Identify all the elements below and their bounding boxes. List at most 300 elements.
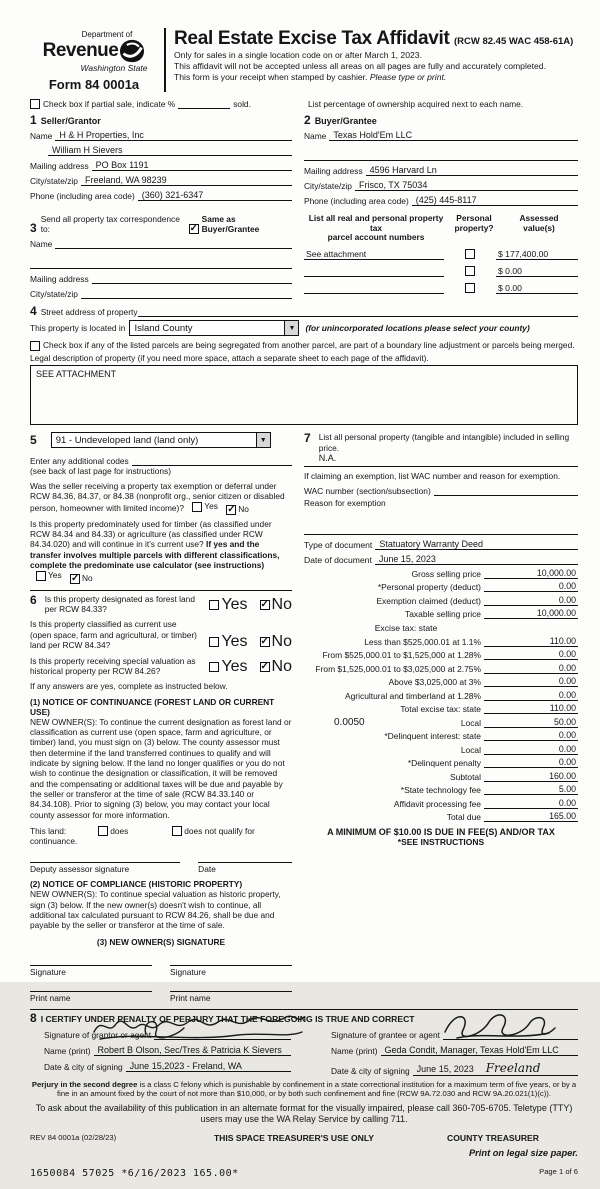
s6-q1-yes: Yes xyxy=(209,596,247,614)
tax-line xyxy=(304,757,578,768)
bottom-row xyxy=(30,1143,578,1189)
tax-line-label: Local xyxy=(460,717,481,728)
seller-mailing-value: PO Box 1191 xyxy=(95,160,149,170)
section-1-seller xyxy=(30,114,292,206)
s6-q3-yes: Yes xyxy=(209,658,247,676)
seller-name-value: H & H Properties, Inc xyxy=(59,130,144,140)
corr-name-field[interactable] xyxy=(55,238,292,249)
buyer-name-field[interactable] xyxy=(329,130,578,141)
seller-name2-field[interactable] xyxy=(48,145,292,156)
corr-mailing-label: Mailing address xyxy=(30,274,89,284)
grantor-date-field[interactable] xyxy=(126,1061,291,1072)
land-use-dropdown-button[interactable] xyxy=(256,433,270,447)
treasurer-use-label: THIS SPACE TREASURER'S USE ONLY xyxy=(213,1133,375,1144)
tax-line-field[interactable] xyxy=(484,581,578,592)
partial-sale-label: Check box if partial sale, indicate % xyxy=(43,99,176,109)
buyer-phone-value: (425) 445-8117 xyxy=(415,195,477,205)
main-body-columns xyxy=(30,432,578,1002)
grantee-name-label: Name (print) xyxy=(331,1045,378,1056)
s6-q1-yes-checkbox[interactable] xyxy=(209,600,219,610)
certify-statement: I CERTIFY UNDER PENALTY OF PERJURY THAT THE FOREGOING IS TRUE AND CORRECT xyxy=(40,1013,415,1024)
section-8-certification xyxy=(30,1009,578,1076)
section-2-buyer xyxy=(304,114,578,206)
tax-line-value: 0.00 xyxy=(558,757,576,768)
tax-line xyxy=(304,676,578,687)
chevron-down-icon: ▼ xyxy=(259,436,267,444)
seller-name-field[interactable] xyxy=(55,130,292,141)
county-treasurer-label: COUNTY TREASURER xyxy=(447,1133,539,1144)
tax-line-value: 0.00 xyxy=(558,743,576,754)
perjury-rest: is a class C felony which is punishable by confinement in a state correctional institution for a maximum term of five years, or by a fine in an amount fixed by the court of not more than $10,000, or by both such confinement and fine (RCW 9A.72.030 and RCW 9A.20.021(1)(c)). xyxy=(57,1079,577,1099)
section-7-body xyxy=(319,432,578,464)
partial-percent-field[interactable] xyxy=(178,99,230,109)
parcel-account-field[interactable]: See attachment xyxy=(304,249,444,260)
seller-phone-value: (360) 321-6347 xyxy=(141,190,204,200)
q2-no-checkbox[interactable]: ✓ xyxy=(70,572,80,584)
corr-name2-field[interactable] xyxy=(30,258,292,269)
tax-line xyxy=(304,623,578,633)
section-4-number: 4 xyxy=(30,304,37,318)
tax-line-label: Gross selling price xyxy=(411,568,481,579)
owner-signature-1[interactable] xyxy=(30,965,152,977)
perjury-lead: Perjury in the second degree xyxy=(31,1079,138,1089)
tax-line-value: 10,000.00 xyxy=(536,608,576,619)
department-of-label: Department of xyxy=(81,30,133,39)
form-title: Real Estate Excise Tax Affidavit xyxy=(174,28,450,49)
parcel-row xyxy=(304,249,578,260)
county-dropdown[interactable] xyxy=(129,320,299,336)
buyer-phone-field[interactable] xyxy=(412,195,578,206)
this-land-label: This land: xyxy=(30,825,67,836)
signature-label: Signature xyxy=(170,966,206,977)
tax-computation xyxy=(304,568,578,823)
header-note-3 xyxy=(174,72,578,83)
tax-line-label: Exemption claimed (deduct) xyxy=(376,595,481,606)
notice-continuance-title: (1) NOTICE OF CONTINUANCE (FOREST LAND OR CURRENT USE) xyxy=(30,696,275,717)
owner-print-name-2[interactable] xyxy=(170,991,292,1003)
tax-line-value: 0.00 xyxy=(558,676,576,687)
buyer-city-label: City/state/zip xyxy=(304,181,352,191)
s6-q1-text: Is this property designated as forest land per RCW 84.33? xyxy=(44,593,195,615)
new-owner-signature-title: (3) NEW OWNER(S) SIGNATURE xyxy=(96,936,226,947)
tax-line-label: Total due xyxy=(446,812,481,823)
s6-q2-text: Is this property classified as current use (open space, farm and agricultural, or timber) land per RCW 84.34? xyxy=(30,619,197,651)
personal-property-label: List all personal property (tangible and intangible) included in selling price. xyxy=(318,432,570,453)
personal-property-cell xyxy=(444,249,496,260)
section-1-number: 1 xyxy=(30,113,37,127)
type-or-print-note: Please type or print. xyxy=(369,72,447,83)
section-4-property xyxy=(30,305,578,425)
legal-description-label: Legal description of property (if you need more space, attach a separate sheet to each page of the affidavit). xyxy=(30,353,429,363)
parcel-header-assessed: Assessed value(s) xyxy=(519,213,559,233)
doc-type-label: Type of document xyxy=(304,539,373,550)
any-yes-note: If any answers are yes, complete as instructed below. xyxy=(30,681,228,692)
rev-number: REV 84 0001a (02/28/23) xyxy=(30,1133,117,1143)
legal-description-box[interactable] xyxy=(30,365,578,425)
grantor-date-label: Date & city of signing xyxy=(44,1061,123,1072)
wac-number-field[interactable] xyxy=(434,485,578,496)
owner-print-name-1[interactable] xyxy=(30,991,152,1003)
parcel-table-header xyxy=(304,214,578,243)
signature-label: Signature xyxy=(30,966,66,977)
buyer-name-label: Name xyxy=(304,131,327,141)
section-2-number: 2 xyxy=(304,113,311,127)
tax-line-value: 50.00 xyxy=(553,716,576,727)
buyer-phone-label: Phone (including area code) xyxy=(304,196,409,206)
tax-line xyxy=(304,771,578,782)
q1-yes-checkbox[interactable] xyxy=(192,502,202,512)
section-6-q1 xyxy=(30,590,292,615)
continuance-label: continuance. xyxy=(30,835,78,846)
tax-line xyxy=(304,730,578,741)
buyer-name-value: Texas Hold'Em LLC xyxy=(333,130,413,140)
tax-line xyxy=(304,690,578,701)
grantee-date-value: June 15, 2023 xyxy=(416,1063,474,1074)
s6-q1-no-checkbox[interactable]: ✓ xyxy=(260,599,269,611)
s6-q3-yes-checkbox[interactable] xyxy=(209,662,219,672)
right-column xyxy=(304,432,578,1002)
revenue-wordmark: Revenue xyxy=(42,40,119,61)
form-number: Form 84 0001a xyxy=(48,77,140,92)
tax-line-field[interactable] xyxy=(484,771,578,782)
q1-no-checkbox[interactable]: ✓ xyxy=(227,503,236,515)
check-mark: ✓ xyxy=(189,223,199,234)
tax-line-field[interactable] xyxy=(484,690,578,701)
partial-sale-row xyxy=(30,99,578,109)
accessibility-note: To ask about the availability of this publication in an alternate format for the visually impaired, please call 360-705-6705. Teletype (TTY) users may use the WA Relay Service by calling 711. xyxy=(35,1102,573,1125)
legal-size-note: Print on legal size paper. xyxy=(468,1148,578,1159)
tax-line-field[interactable] xyxy=(484,608,578,619)
notice-compliance-body: NEW OWNER(S): To continue special valuation as historic property, sign (3) below. If the new owner(s) doesn't wish to continue, all additional tax calculated pursuant to RCW 84.26, shall be due and payable by the seller or transferor at the time of sale. xyxy=(30,889,281,931)
q1-no: ✓ No xyxy=(227,503,249,515)
s6-q3-no: ✓ No xyxy=(260,658,292,676)
chevron-down-icon: ▼ xyxy=(288,324,296,332)
perjury-statement xyxy=(30,1080,578,1099)
tax-line-label: Above $3,025,000 at 3% xyxy=(388,677,481,688)
tax-line-label: *Delinquent penalty xyxy=(407,758,481,769)
tax-line-field[interactable] xyxy=(484,757,578,768)
grantor-certification xyxy=(30,1024,291,1076)
street-address-field[interactable] xyxy=(138,306,578,317)
legal-description-value: SEE ATTACHMENT xyxy=(36,369,117,380)
additional-codes-label: Enter any additional codes xyxy=(30,456,129,467)
tax-line xyxy=(304,608,578,619)
grantee-name-field[interactable] xyxy=(381,1045,578,1056)
tax-line-label: Subtotal xyxy=(450,771,481,782)
tax-line-value: 160.00 xyxy=(549,770,576,781)
local-rate-value: 0.0050 xyxy=(334,716,365,728)
tax-line-label: *State technology fee xyxy=(400,785,481,796)
washington-state-label: Washington State xyxy=(80,63,148,73)
tax-line-field[interactable] xyxy=(484,784,578,795)
seller-name2-value: William H Sievers xyxy=(52,145,123,155)
parcel-header-personal: Personal property? xyxy=(454,213,494,233)
tax-line-field[interactable] xyxy=(484,636,578,647)
q1-yes: Yes xyxy=(192,501,218,511)
buyer-mailing-label: Mailing address xyxy=(304,166,363,176)
section-7 xyxy=(304,432,578,467)
section5-q1 xyxy=(30,481,292,515)
section3-parcel-columns xyxy=(30,214,578,299)
county-selected-value: Island County xyxy=(134,322,193,334)
tax-line-label: Local xyxy=(460,744,481,755)
corr-city-label: City/state/zip xyxy=(30,289,78,299)
header-note-2: This affidavit will not be accepted unless all areas on all pages are fully and accurately completed. xyxy=(174,61,546,72)
footer-row xyxy=(30,1133,578,1143)
tax-line-label: *Delinquent interest: state xyxy=(384,731,481,742)
section-6-q3 xyxy=(30,656,292,677)
segregated-checkbox[interactable] xyxy=(30,341,40,351)
cashier-stamp: 1650084 57025 *6/16/2023 165.00* xyxy=(30,1168,239,1180)
print-name-label: Print name xyxy=(30,992,71,1003)
q2-yes: Yes xyxy=(36,570,62,580)
personal-property-checkbox[interactable] xyxy=(465,249,475,259)
tax-line-label: From $525,000.01 to $1,525,000 at 1.28% xyxy=(322,650,481,661)
located-in-label: This property is located in xyxy=(30,323,126,333)
buyer-mailing-value: 4596 Harvard Ln xyxy=(369,165,437,175)
tax-line-value: 0.00 xyxy=(558,649,576,660)
tax-line-field[interactable] xyxy=(484,744,578,755)
street-address-label: Street address of property xyxy=(40,307,138,317)
assessed-value-field[interactable]: $ 0.00 xyxy=(496,283,578,294)
doc-date-value: June 15, 2023 xyxy=(378,553,436,564)
personal-property-cell xyxy=(444,283,496,294)
grantee-signature xyxy=(437,1006,557,1044)
tax-line-value: 0.00 xyxy=(558,662,576,673)
seller-name-label: Name xyxy=(30,131,53,141)
tax-line-label: Total excise tax: state xyxy=(400,704,481,715)
left-column xyxy=(30,432,292,1002)
tax-line-label: Agricultural and timberland at 1.28% xyxy=(344,690,481,701)
print-name-label: Print name xyxy=(170,992,211,1003)
tax-line-value: 110.00 xyxy=(549,703,576,714)
same-as-buyer-label: Same as Buyer/Grantee xyxy=(201,214,260,234)
this-land-row xyxy=(30,826,292,836)
receipt-note: This form is your receipt when stamped by cashier. xyxy=(174,72,370,83)
notice-continuance-body: NEW OWNER(S): To continue the current designation as forest land or classification as current use (open space, farm and agriculture, or timber) land, you must sign on (3) below. The county assessor must then determine if the land transferred continues to qualify and will indicate by signing below. If the land no longer qualifies or you do not wish to continue the designation or classification, it will be removed and the compensating or additional taxes will be due and payable by the seller or transferor at the time of sale (RCW 84.33.140 or 84.34.108). Prior to signing (3) below, you may contact your local county assessor for more information. xyxy=(30,716,292,820)
tax-line-field[interactable] xyxy=(484,798,578,809)
personal-property-value[interactable]: N.A. xyxy=(318,453,337,464)
assessed-value-field[interactable]: $ 177,400.00 xyxy=(496,249,578,260)
parcel-header-accounts: List all real and personal property tax parcel account numbers xyxy=(308,213,444,243)
notice-compliance-title: (2) NOTICE OF COMPLIANCE (HISTORIC PROPERTY) xyxy=(30,879,243,890)
buyer-city-value: Frisco, TX 75034 xyxy=(358,180,428,190)
partial-sale-checkbox[interactable] xyxy=(30,99,40,109)
doc-type-value: Statuatory Warranty Deed xyxy=(379,538,484,549)
personal-property-cell xyxy=(444,266,496,277)
seller-city-label: City/state/zip xyxy=(30,176,78,186)
seller-city-field[interactable] xyxy=(81,175,292,186)
q1-text: Was the seller receiving a property tax exemption or deferral under RCW 84.36, 84.37, or 84.38 (nonprofit org., senior citizen or disabled person, homeowner with limited income)? xyxy=(30,480,285,514)
assessed-value-field[interactable]: $ 0.00 xyxy=(496,266,578,277)
tax-line xyxy=(304,784,578,795)
tax-line-field[interactable] xyxy=(484,676,578,687)
q2-yes-checkbox[interactable] xyxy=(36,571,46,581)
see-instructions-note: *SEE INSTRUCTIONS xyxy=(397,837,485,848)
page-number: Page 1 of 6 xyxy=(539,1167,578,1177)
does-checkbox[interactable] xyxy=(98,826,108,836)
tax-line xyxy=(304,744,578,755)
deputy-assessor-label: Deputy assessor signature xyxy=(30,864,130,875)
seller-title: Seller/Grantor xyxy=(40,116,101,126)
tax-line-label: Taxable selling price xyxy=(405,609,481,620)
doc-type-field[interactable] xyxy=(375,539,578,550)
section-3-number: 3 xyxy=(30,221,37,235)
header-note-1: Only for sales in a single location code on or after March 1, 2023. xyxy=(174,50,422,60)
wac-number-label: WAC number (section/subsection) xyxy=(304,485,431,496)
tax-line xyxy=(304,581,578,592)
seller-phone-field[interactable] xyxy=(138,190,292,201)
section-5-number: 5 xyxy=(30,433,37,448)
grantor-sig-label: Signature of grantor or agent xyxy=(44,1029,152,1040)
tax-line-label: From $1,525,000.01 to $3,025,000 at 2.75% xyxy=(315,663,481,674)
buyer-city-field[interactable] xyxy=(355,180,578,191)
tax-line-value: 0.00 xyxy=(558,594,576,605)
dor-logo-block xyxy=(30,26,158,92)
tax-line-value: 0.00 xyxy=(558,730,576,741)
segregated-label: Check box if any of the listed parcels are being segregated from another parcel, are part of a boundary line adjustment or parcels being merged. xyxy=(43,340,575,350)
ownership-note: List percentage of ownership acquired next to each name. xyxy=(308,99,524,109)
dor-swirl-logo-icon xyxy=(119,39,145,63)
tax-line-value: 10,000.00 xyxy=(536,567,576,578)
doc-date-label: Date of document xyxy=(304,554,372,565)
section-7-number: 7 xyxy=(304,431,311,446)
tax-line-value: 110.00 xyxy=(549,635,576,646)
does-not-checkbox[interactable] xyxy=(172,826,182,836)
tax-line xyxy=(304,649,578,660)
s6-q2-no-checkbox[interactable]: ✓ xyxy=(260,635,269,647)
s6-q3-text: Is this property receiving special valuation as historical property per RCW 84.26? xyxy=(30,655,196,676)
tax-line-field[interactable] xyxy=(484,568,578,579)
personal-property-checkbox[interactable] xyxy=(465,266,475,276)
parcel-table xyxy=(304,214,578,299)
grantee-city-handwritten: Freeland xyxy=(485,1060,541,1075)
doc-date-field[interactable] xyxy=(375,554,578,565)
corr-city-field[interactable] xyxy=(81,288,292,299)
tax-line-label: Excise tax: state xyxy=(374,623,438,634)
exemption-note: If claiming an exemption, list WAC number and reason for exemption. xyxy=(304,471,561,482)
grantee-date-field[interactable] xyxy=(413,1061,578,1076)
section-3-correspondence xyxy=(30,214,292,299)
grantor-date-value: June 15,2023 - Freland, WA xyxy=(129,1060,242,1071)
seller-mailing-label: Mailing address xyxy=(30,161,89,171)
assessor-signature-row xyxy=(30,862,292,874)
section-5-header xyxy=(30,432,292,448)
deputy-assessor-signature[interactable] xyxy=(30,862,180,874)
tax-line-field[interactable] xyxy=(484,595,578,606)
grantee-name-value: Geda Condit, Manager, Texas Hold'Em LLC xyxy=(384,1044,559,1055)
buyer-name2-field[interactable] xyxy=(304,150,578,161)
owner-printname-row xyxy=(30,991,292,1003)
sold-label: sold. xyxy=(233,99,251,109)
tax-line-value: 0.00 xyxy=(558,689,576,700)
tax-line xyxy=(304,798,578,809)
tax-line-value: 0.00 xyxy=(558,797,576,808)
county-dropdown-button[interactable] xyxy=(284,321,298,335)
does-not-option: does not qualify for xyxy=(172,826,255,836)
s6-q3-no-checkbox[interactable]: ✓ xyxy=(260,661,269,673)
county-note: (for unincorporated locations please select your county) xyxy=(305,323,530,333)
corr-mailing-field[interactable] xyxy=(92,273,292,284)
tax-line-value: 165.00 xyxy=(549,811,576,822)
print-note-block xyxy=(469,1143,578,1179)
parcel-account-field[interactable] xyxy=(304,283,444,294)
header-divider xyxy=(164,28,166,92)
owner-signature-row xyxy=(30,965,292,977)
tax-line xyxy=(304,636,578,647)
grantee-sig-label: Signature of grantee or agent xyxy=(331,1029,440,1040)
form-header xyxy=(30,26,578,92)
grantor-name-value: Robert B Olson, Sec/Tres & Patricia K Sievers xyxy=(97,1044,282,1055)
seller-buyer-columns xyxy=(30,114,578,206)
minimum-due-note: A MINIMUM OF $10.00 IS DUE IN FEE(S) AND/OR TAX xyxy=(327,827,555,838)
q2-bold-text: If yes and the transfer involves multiple parcels with different classifications, complete the predominate use calculator (see instructions) xyxy=(30,539,280,571)
same-as-buyer-checkbox[interactable] xyxy=(189,224,199,234)
assessor-date-label: Date xyxy=(198,864,216,875)
tax-line-field[interactable] xyxy=(484,663,578,674)
parcel-rows xyxy=(304,249,578,294)
parcel-account-field[interactable] xyxy=(304,266,444,277)
parcel-row xyxy=(304,283,578,294)
tax-line xyxy=(304,595,578,606)
q2-no: ✓ No xyxy=(70,572,93,584)
tax-line xyxy=(304,811,578,822)
rcw-wac-code: (RCW 82.45 WAC 458-61A) xyxy=(453,36,574,47)
tax-line-field[interactable] xyxy=(484,703,578,714)
buyer-mailing-field[interactable] xyxy=(366,165,578,176)
tax-line-label: *Personal property (deduct) xyxy=(377,582,481,593)
land-use-dropdown[interactable] xyxy=(51,432,271,448)
tax-line-field[interactable] xyxy=(484,730,578,741)
buyer-title: Buyer/Grantee xyxy=(314,116,377,126)
assessor-date[interactable] xyxy=(198,862,292,874)
grantor-name-field[interactable] xyxy=(94,1045,291,1056)
tax-line-field[interactable] xyxy=(484,649,578,660)
additional-codes-field[interactable] xyxy=(132,455,292,466)
s6-q2-yes: Yes xyxy=(209,633,247,651)
section-6-number: 6 xyxy=(30,592,37,607)
s6-q2-yes-checkbox[interactable] xyxy=(209,637,219,647)
tax-line-field[interactable] xyxy=(484,717,578,728)
owner-signature-2[interactable] xyxy=(170,965,292,977)
tax-line-value: 5.00 xyxy=(558,784,576,795)
grantor-signature xyxy=(88,1008,308,1044)
q2-text: Is this property predominately used for timber (as classified under RCW 84.34 and 84.33) or agriculture (as classified under RCW 84.34.020) and will continue in it's current use? xyxy=(30,518,272,550)
see-back-note: (see back of last page for instructions) xyxy=(30,466,171,477)
seller-city-value: Freeland, WA 98239 xyxy=(84,175,167,185)
tax-line xyxy=(304,568,578,579)
parcel-row xyxy=(304,266,578,277)
header-title-block xyxy=(174,26,578,92)
land-use-selected-value: 91 - Undeveloped land (land only) xyxy=(55,434,199,446)
grantee-certification xyxy=(317,1024,578,1076)
section-6-q2 xyxy=(30,619,292,650)
corr-name-label: Name xyxy=(30,239,53,249)
tax-line xyxy=(304,717,578,728)
tax-line-label: Affidavit processing fee xyxy=(393,798,481,809)
tax-line xyxy=(304,703,578,714)
section5-q2 xyxy=(30,519,292,584)
personal-property-checkbox[interactable] xyxy=(465,283,475,293)
s6-q2-no: ✓ No xyxy=(260,632,292,650)
seller-mailing-field[interactable] xyxy=(92,160,292,171)
s6-q1-no: ✓ No xyxy=(260,596,292,614)
tax-line-label: Less than $525,000.01 at 1.1% xyxy=(364,636,481,647)
tax-line-value: 0.00 xyxy=(558,581,576,592)
reason-exemption-label: Reason for exemption xyxy=(304,498,578,535)
tax-line-field[interactable] xyxy=(484,811,578,822)
seller-phone-label: Phone (including area code) xyxy=(30,191,135,201)
